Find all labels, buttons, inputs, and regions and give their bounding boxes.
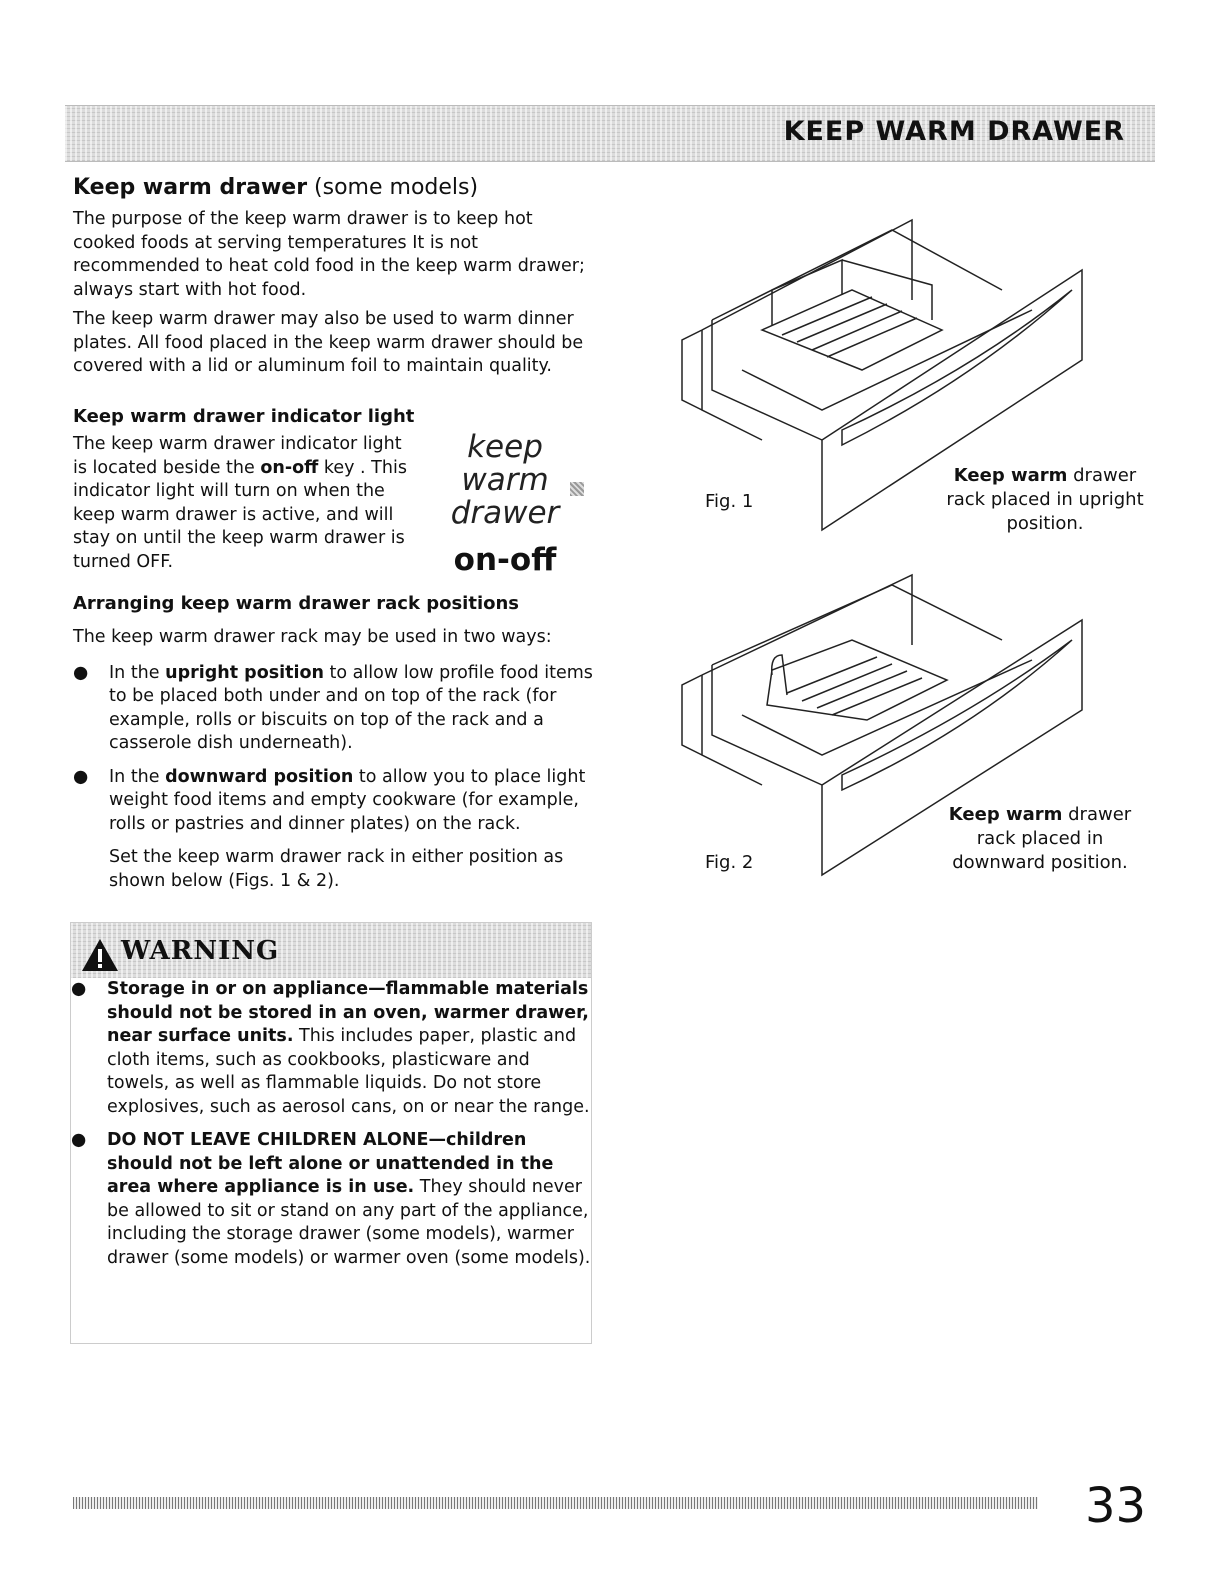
indicator-paragraph <box>73 433 418 574</box>
indicator-text-key: on-off <box>260 457 319 478</box>
page-number: 33 <box>1085 1478 1147 1534</box>
indicator-text-1: The keep warm drawer indicator light is located beside the <box>73 434 402 478</box>
caption-bold: Keep warm <box>948 804 1063 825</box>
list-item <box>71 1129 591 1270</box>
list-item <box>71 978 591 1119</box>
warning-item-text: This includes paper, plastic and cloth items, such as cookbooks, plasticware and towels, as well as flammable liquids. Do not store explosives, such as aerosol cans, on or near the range. <box>107 1026 590 1117</box>
warning-triangle-icon <box>81 938 119 972</box>
caption-text: drawer <box>1067 465 1137 486</box>
indicator-label-onoff: on-off <box>453 542 557 578</box>
indicator-text-2: key . This indicator light will turn on when the keep warm drawer is active, and will stay on until the keep warm drawer is turned OFF. <box>73 457 407 572</box>
warning-box <box>70 922 592 1344</box>
section-title <box>73 175 593 200</box>
bullet-icon: ● <box>71 979 87 999</box>
warning-item-bold: Storage in or on appliance—flammable materials should not be stored in an oven, warmer drawer, near surface units. <box>107 979 589 1046</box>
rack-position-list <box>73 662 593 837</box>
section-title-bold: Keep warm drawer <box>73 175 308 200</box>
intro-paragraph-1: The purpose of the keep warm drawer is to keep hot cooked foods at serving temperatures It is not recommended to heat cold food in the keep warm drawer; always start with hot food. <box>73 209 585 300</box>
figure-2-label: Fig. 2 <box>705 852 754 873</box>
item-text: In the <box>109 662 166 683</box>
bullet-icon: ● <box>71 1130 87 1150</box>
item-bold: upright position <box>165 662 324 683</box>
arranging-section <box>73 593 593 899</box>
warning-item-bold: DO NOT LEAVE CHILDREN ALONE—children should not be left alone or unattended in the area where appliance is in use. <box>107 1130 554 1197</box>
arranging-heading: Arranging keep warm drawer rack positions <box>73 593 520 614</box>
caption-text: drawer <box>1062 804 1132 825</box>
figure-2-caption <box>930 803 1150 875</box>
item-text: to allow low profile food items to be placed both under and on top of the rack (for example, rolls or biscuits on top of the rack and a casserole dish underneath). <box>109 662 593 753</box>
item-text: In the <box>109 766 166 787</box>
warning-item-text: They should never be allowed to sit or stand on any part of the appliance, including the storage drawer (some models), warmer drawer (some models) or warmer oven (some models). <box>107 1177 591 1268</box>
item-text: to allow you to place light weight food items and empty cookware (for example, rolls or pastries and dinner plates) on the rack. <box>109 766 586 834</box>
warning-list <box>71 978 591 1270</box>
caption-line: position. <box>1006 513 1084 534</box>
caption-line: rack placed in upright <box>946 489 1144 510</box>
warning-header <box>71 923 591 978</box>
bullet-icon: ● <box>73 766 89 787</box>
intro-paragraph-2: The keep warm drawer may also be used to warm dinner plates. All food placed in the keep warm drawer should be covered with a lid or aluminum foil to maintain quality. <box>73 309 584 376</box>
figure-1-label: Fig. 1 <box>705 491 754 512</box>
section-title-note: (some models) <box>307 175 479 200</box>
indicator-label-line2: drawer <box>450 495 560 531</box>
indicator-label-line1: keep warm <box>461 429 549 498</box>
arranging-intro: The keep warm drawer rack may be used in two ways: <box>73 627 552 647</box>
figure-1-caption <box>935 464 1155 536</box>
list-item <box>73 662 593 756</box>
warning-title: WARNING <box>121 936 280 966</box>
indicator-key-label <box>425 431 585 578</box>
arranging-closing: Set the keep warm drawer rack in either position as shown below (Figs. 1 & 2). <box>109 847 564 891</box>
caption-line: rack placed in <box>976 828 1104 849</box>
bullet-icon: ● <box>73 662 89 683</box>
caption-line: downward position. <box>952 852 1128 873</box>
item-bold: downward position <box>165 766 354 787</box>
indicator-heading: Keep warm drawer indicator light <box>73 406 415 427</box>
section-header-title: KEEP WARM DRAWER <box>783 116 1125 147</box>
footer-rule <box>73 1497 1038 1509</box>
intro-section <box>73 175 593 385</box>
indicator-light-icon <box>570 482 584 496</box>
list-item <box>73 766 593 837</box>
header-banner <box>65 105 1155 162</box>
caption-bold: Keep warm <box>953 465 1068 486</box>
